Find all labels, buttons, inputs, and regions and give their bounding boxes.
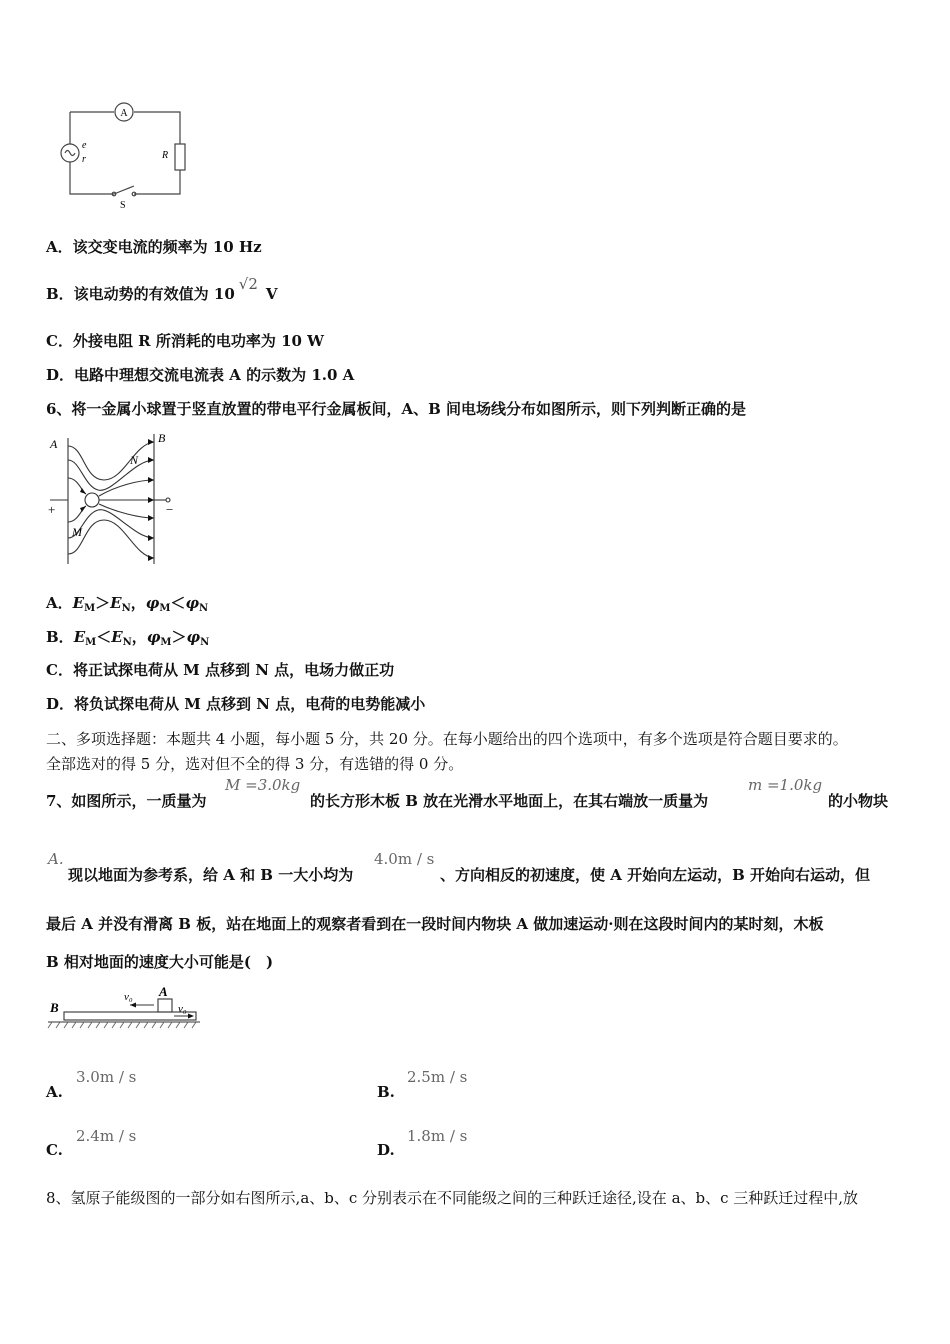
q6-a-lt: ＜ [170,594,186,612]
q7-a-label: A. [48,850,64,868]
plus-label: + [48,502,56,517]
plate-a-label: A [50,437,58,451]
q5-option-b [46,275,278,304]
q6-b-e: E [73,628,86,646]
q6-option-d: D．将负试探电荷从 M 点移到 N 点，电荷的电势能减小 [46,695,426,713]
v0-right-label: v₀ [178,1003,187,1015]
board-b-label: B [50,1000,59,1015]
q7-option-a-letter: A. [46,1083,63,1101]
q6-a-e2: E [110,594,122,612]
q7-option-d-value: 1.8m / s [407,1127,468,1145]
q6-stem: 6、将一金属小球置于竖直放置的带电平行金属板间，A、B 间电场线分布如图所示，则下列判断正确的是 [46,400,746,418]
q7-line4: B 相对地面的速度大小可能是( ) [46,953,274,971]
q7-part5: 、方向相反的初速度，使 A 开始向左运动，B 开始向右运动，但 [440,866,870,884]
q5-option-d: D．电路中理想交流电流表 A 的示数为 1.0 A [46,366,355,384]
q7-part3: 的小物块 [828,792,889,810]
q6-a-letter: A． [46,594,73,612]
q6-a-sub-n: N [121,603,131,614]
ammeter-label: A [120,108,128,119]
q6-option-c: C．将正试探电荷从 M 点移到 N 点，电场力做正功 [46,661,395,679]
q6-a-sub-n2: N [199,603,209,614]
q7-option-d-letter: D. [377,1141,395,1159]
q6-b-phi: φ [146,628,161,646]
q6-b-e2: E [111,628,123,646]
switch-label: S [120,200,126,211]
q6-b-letter: B． [46,628,74,646]
q6-b-phi2: φ [186,628,201,646]
q5-option-b-unit: V [265,285,278,303]
q5-option-b-text: B．该电动势的有效值为 10 [46,285,235,303]
sqrt-two: √2 [238,275,258,293]
q6-option-a [46,592,208,614]
q7-part4: 现以地面为参考系，给 A 和 B 一大小均为 [68,866,354,884]
circuit-figure [56,100,192,212]
q7-part2: 的长方形木板 B 放在光滑水平地面上，在其右端放一质量为 [310,792,709,810]
q7-option-a-value: 3.0m / s [76,1068,137,1086]
emf-label: e [82,140,87,151]
q7-option-c-value: 2.4m / s [76,1127,137,1145]
q6-a-sub-m: M [84,603,96,614]
point-m-label: M [72,525,82,539]
q5-option-a: A．该交变电流的频率为 10 Hz [46,238,262,256]
q6-b-gt: ＞ [171,628,187,646]
q6-a-sep: ， [130,594,146,612]
q6-b-lt: ＜ [96,628,112,646]
q6-b-sub-m2: M [160,637,172,648]
q6-a-e: E [72,594,85,612]
q7-option-c-letter: C. [46,1141,63,1159]
plate-b-label: B [158,431,166,445]
q6-option-b [46,626,209,648]
q8-stem: 8、氢原子能级图的一部分如右图所示,a、b、c 分别表示在不同能级之间的三种跃迁途径,设在 a、b、c 三种跃迁过程中,放 [46,1189,859,1207]
v0-left-label: v₀ [124,991,133,1003]
q6-b-sub-n: N [122,637,132,648]
q6-a-gt: ＞ [95,594,111,612]
q6-b-sub-n2: N [200,637,210,648]
q6-b-sub-m: M [85,637,97,648]
q7-part1: 7、如图所示，一质量为 [46,792,207,810]
block-a-label: A [159,984,168,999]
section2-line2: 全部选对的得 5 分，选对但不全的得 3 分，有选错的得 0 分。 [46,755,464,773]
q5-option-c: C．外接电阻 R 所消耗的电功率为 10 W [46,332,325,350]
q7-speed: 4.0m / s [374,850,435,868]
q6-b-sep: ， [131,628,147,646]
electric-field-figure [44,430,184,570]
board-block-figure [46,982,202,1030]
q7-option-b-letter: B. [377,1083,395,1101]
internal-resistance-label: r [82,154,86,165]
section2-line1: 二、多项选择题：本题共 4 小题，每小题 5 分，共 20 分。在每小题给出的四个选项中，有多个选项是符合题目要求的。 [46,730,848,748]
q7-line3: 最后 A 并没有滑离 B 板，站在地面上的观察者看到在一段时间内物块 A 做加速运动·则在这段时间内的某时刻，木板 [46,915,824,933]
q7-line1 [46,790,206,811]
q6-a-sub-m2: M [159,603,171,614]
q7-option-b-value: 2.5m / s [407,1068,468,1086]
q7-mass-block: m =1.0kg [748,776,823,794]
resistor-label: R [162,150,169,161]
minus-label: − [166,502,174,517]
point-n-label: N [130,453,139,467]
q6-a-phi: φ [145,594,160,612]
q6-a-phi2: φ [185,594,200,612]
q7-mass-board: M =3.0kg [225,776,301,794]
